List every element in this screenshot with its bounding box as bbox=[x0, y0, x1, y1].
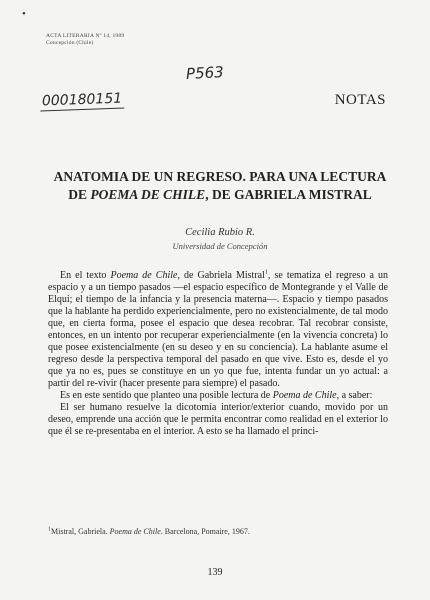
paragraph-3: El ser humano resuelve la dicotomía interior/exterior cuando, movido por un deseo, emprende una acción que le permita encontrar como realidad en el exterior lo que él se re-presentaba en el interior. A esto se ha llamado el princi- bbox=[48, 402, 388, 437]
footnote-work-name: Poema de Chile bbox=[109, 527, 161, 536]
title-line-2 bbox=[40, 186, 400, 204]
paragraph-2 bbox=[48, 390, 388, 402]
footnote-author: Mistral, Gabriela. bbox=[51, 527, 110, 536]
journal-header bbox=[46, 33, 124, 47]
author-name: Cecilia Rubio R. bbox=[185, 227, 255, 238]
title-work-name: POEMA DE CHILE bbox=[90, 187, 206, 202]
footnote bbox=[48, 527, 388, 536]
p1-work-name: Poema de Chile bbox=[110, 270, 178, 281]
p1-author: , de Gabriela Mistral bbox=[177, 270, 265, 281]
journal-name: ACTA LITERARIA Nº 14, 1989 bbox=[46, 33, 125, 39]
p2-end: , a saber: bbox=[336, 390, 373, 401]
section-label: NOTAS bbox=[334, 92, 386, 108]
paragraph-1 bbox=[48, 270, 388, 390]
footnote-number: 1 bbox=[48, 526, 51, 533]
title-line-2-end: , DE GABRIELA MISTRAL bbox=[205, 187, 372, 202]
title-line-2-start: DE bbox=[68, 187, 91, 202]
footnote-ref: 1 bbox=[264, 269, 268, 276]
article-body bbox=[48, 270, 388, 438]
footnote-publication: . Barcelona, Pomaire, 1967. bbox=[160, 527, 250, 536]
title-line-1: ANATOMIA DE UN REGRESO. PARA UNA LECTURA bbox=[53, 169, 387, 184]
handwritten-code-top: P563 bbox=[185, 63, 225, 83]
p2-start: Es en este sentido que planteo una posible lectura de bbox=[60, 390, 273, 401]
author-affiliation: Universidad de Concepción bbox=[172, 241, 268, 251]
p1-rest: , se tematiza el regreso a un espacio y a un tiempo pasados —el espacio específico de Montegrande y el Valle de Elqui; el tiempo de la infancia y la presencia materna—. Espacio y tiempo pasados que la hablante ha perdido experiencialmente, pero no existencialmente, de tal modo que, en cierta forma, posee el espacio que desea recobrar. Tal recobrar consiste, entonces, en un intento por recuperar experiencialmente (en la vivencia concreta) lo que posee existencialmente (en su deseo y en su conciencia). La hablante asume el regreso desde la perspectiva temporal del pasado en que vive. Esto es, desde el yo que ya no es, pues se constituye en un yo que fue, intenta fundar un yo actual: a partir del re-vivir (hacer presente para siempre) el pasado. bbox=[48, 270, 388, 389]
handwritten-code-underlined: 000180151 bbox=[40, 91, 125, 112]
corner-mark: • bbox=[22, 8, 26, 20]
article-title bbox=[40, 168, 400, 204]
p1-start: En el texto bbox=[60, 270, 111, 281]
p2-work-name: Poema de Chile bbox=[272, 390, 337, 401]
journal-location: Concepción (Chile) bbox=[46, 40, 94, 46]
page-number: 139 bbox=[207, 567, 223, 578]
